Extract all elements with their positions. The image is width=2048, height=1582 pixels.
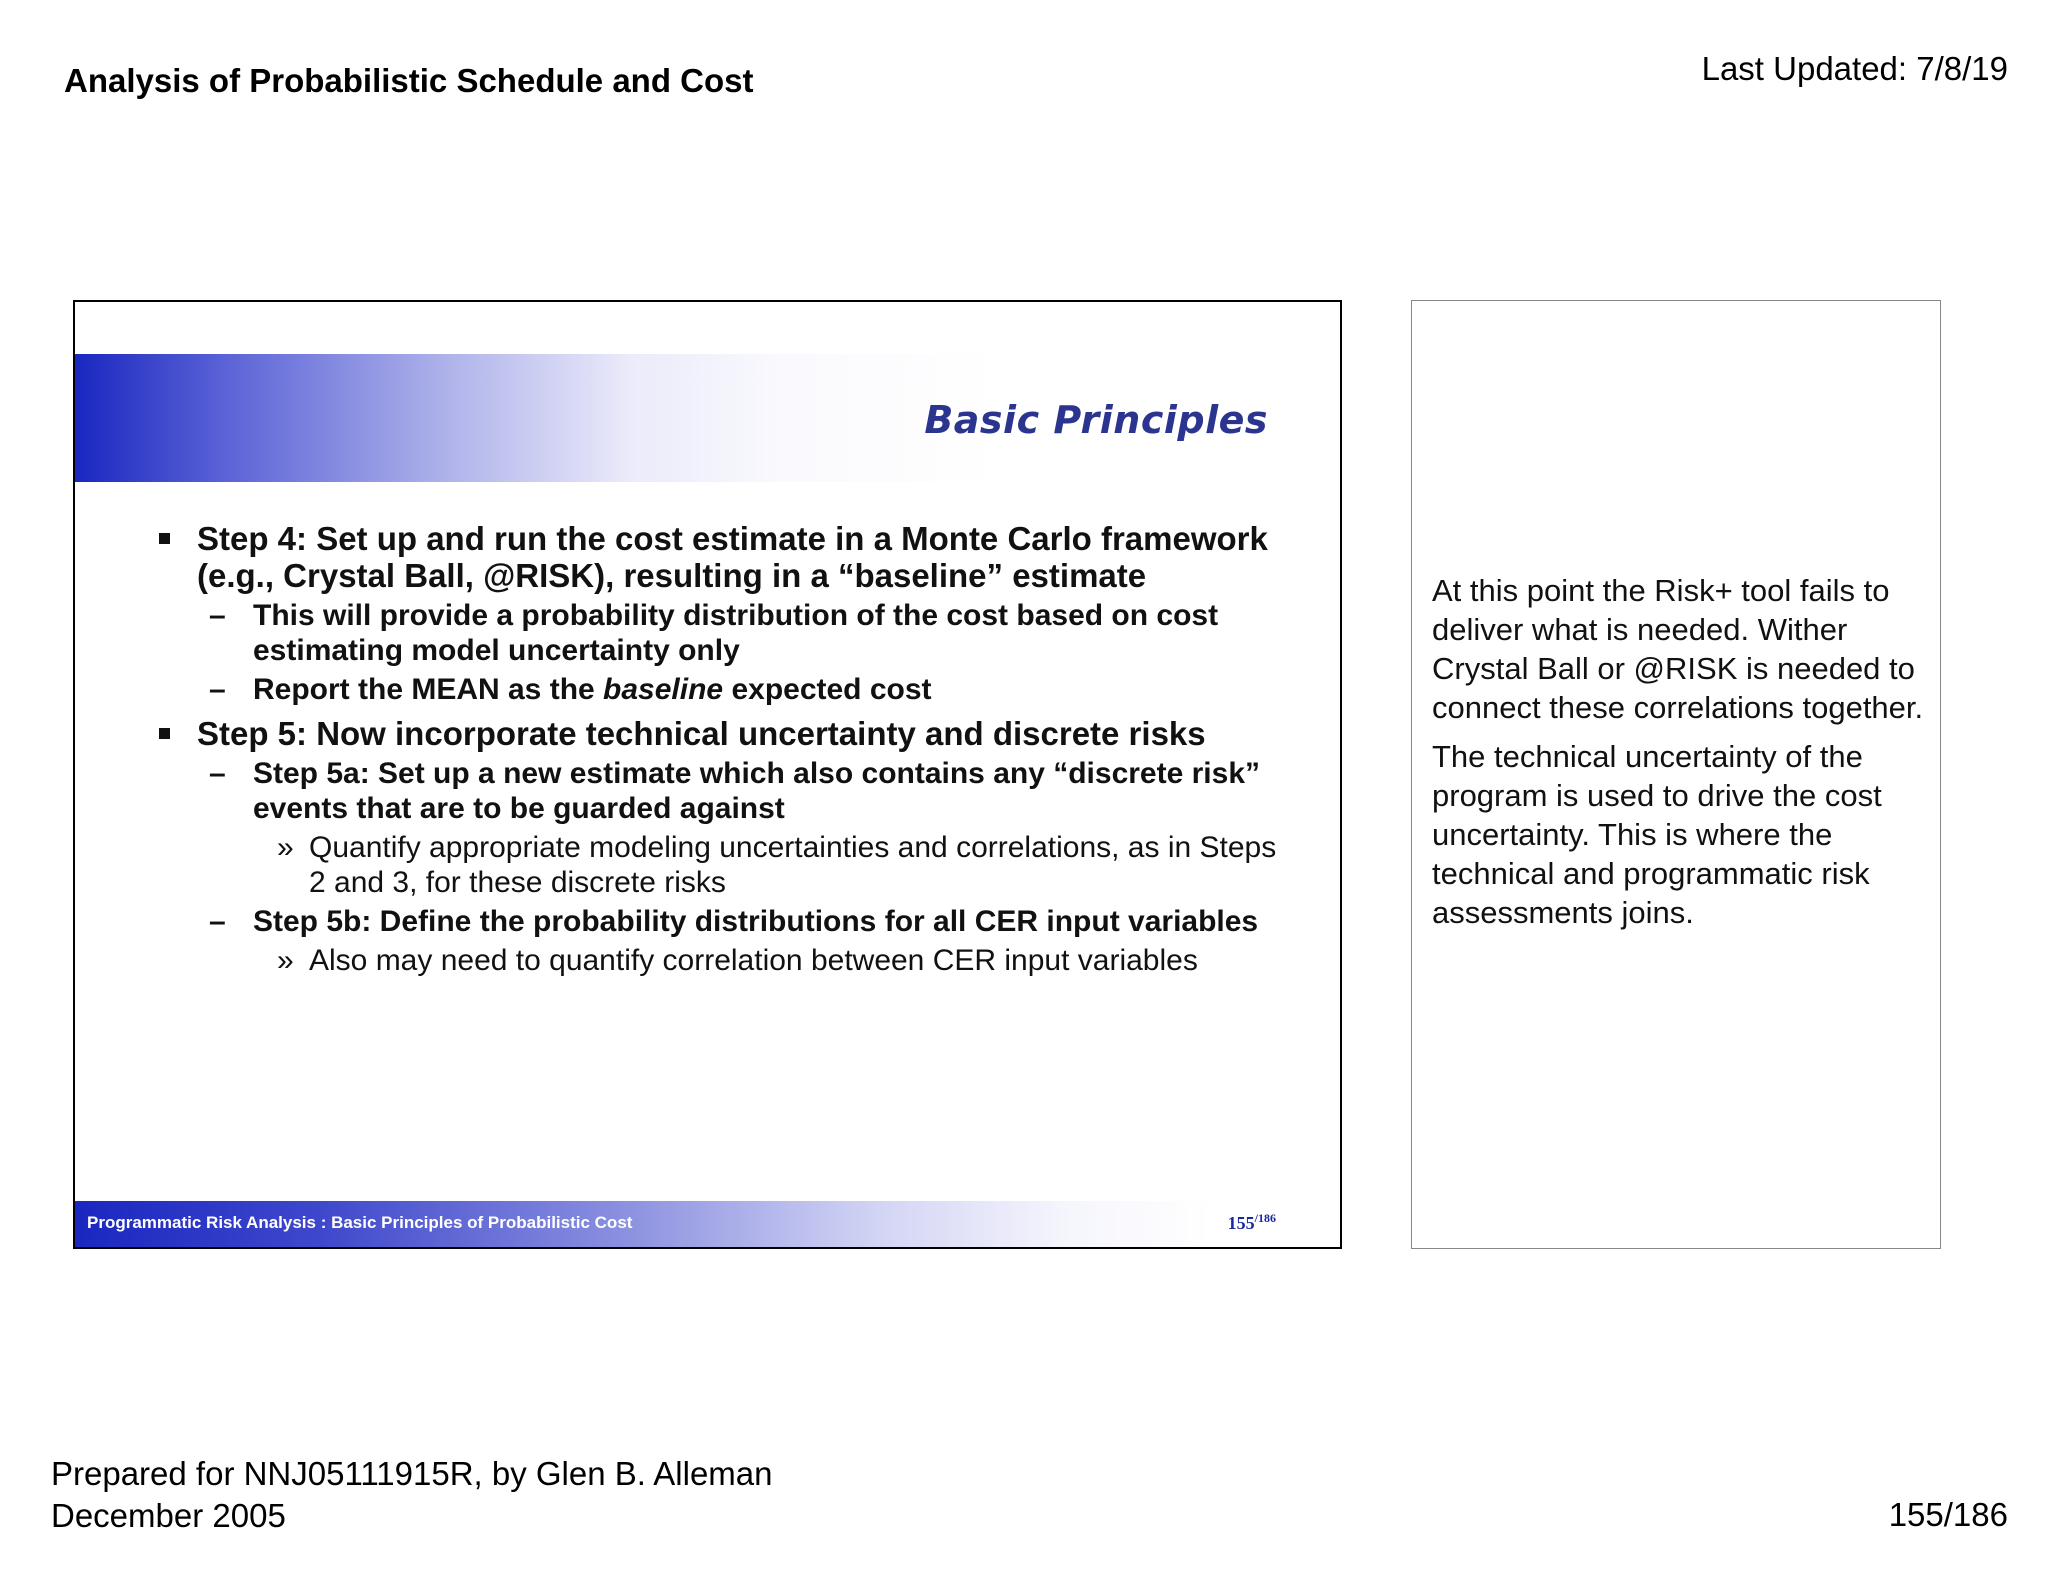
step4-sub2-before: Report the MEAN as the <box>253 673 604 706</box>
dash-bullet: – <box>209 757 226 790</box>
square-bullet-icon <box>159 533 170 544</box>
step5a-item <box>147 756 1287 826</box>
slide-title: Basic Principles <box>924 398 1268 442</box>
slide-page-number <box>1228 1211 1276 1234</box>
notes-paragraph-2: The technical uncertainty of the program is used to drive the cost uncertainty. This is where the technical and programmatic risk assessments joins. <box>1432 739 1882 930</box>
step4-bullet <box>147 520 1287 594</box>
step5b-detail-text: Also may need to quantify correlation between CER input variables <box>309 944 1198 977</box>
prepared-for <box>51 1453 773 1537</box>
step4-sub2-after: expected cost <box>723 673 932 706</box>
slide-header-band <box>75 354 1310 482</box>
prepared-line-1: Prepared for NNJ05111915R, by Glen B. Alleman <box>51 1455 773 1492</box>
step4-sub2 <box>147 672 1287 707</box>
step4-sub1 <box>147 598 1287 668</box>
page-number: 155/186 <box>1888 1496 2008 1533</box>
dash-bullet: – <box>209 905 226 938</box>
dash-bullet: – <box>209 599 226 632</box>
slide-page-current: 155 <box>1227 1213 1255 1233</box>
notes-text <box>1432 571 1927 942</box>
prepared-line-2: December 2005 <box>51 1497 286 1534</box>
step4-text: Step 4: Set up and run the cost estimate in a Monte Carlo framework (e.g., Crystal Ball, @RISK), resulting in a “baseline” estimate <box>197 520 1268 594</box>
step4-sub1-text: This will provide a probability distribution of the cost based on cost estimating model uncertainty only <box>253 599 1219 667</box>
last-updated-date: Last Updated: 7/8/19 <box>1701 50 2008 87</box>
step5a-detail-text: Quantify appropriate modeling uncertainties and correlations, as in Steps 2 and 3, for these discrete risks <box>309 831 1277 899</box>
raquo-bullet: » <box>277 831 294 864</box>
step4-sub2-italic: baseline <box>603 673 724 706</box>
step5-bullet <box>147 715 1287 752</box>
slide-body <box>147 520 1287 982</box>
step5b-text: Step 5b: Define the probability distributions for all CER input variables <box>253 905 1259 938</box>
slide-footer-band <box>75 1201 1310 1247</box>
notes-paragraph-1: At this point the Risk+ tool fails to deliver what is needed. Wither Crystal Ball or @RISK is needed to connect these correlations together. <box>1432 573 1924 725</box>
raquo-bullet: » <box>277 944 294 977</box>
slide-image <box>73 300 1342 1249</box>
step5b-item <box>147 904 1287 939</box>
step5-text: Step 5: Now incorporate technical uncertainty and discrete risks <box>197 715 1206 752</box>
document-title: Analysis of Probabilistic Schedule and Cost <box>64 62 754 99</box>
step5a-detail <box>147 830 1287 900</box>
notes-box <box>1411 300 1941 1249</box>
dash-bullet: – <box>209 673 226 706</box>
slide-page-total: /186 <box>1254 1211 1276 1225</box>
slide-footer-text: Programmatic Risk Analysis : Basic Principles of Probabilistic Cost <box>87 1213 633 1232</box>
square-bullet-icon <box>159 728 170 739</box>
step5a-text: Step 5a: Set up a new estimate which also contains any “discrete risk” events that are to be guarded against <box>253 757 1261 825</box>
step5b-detail <box>147 943 1287 978</box>
